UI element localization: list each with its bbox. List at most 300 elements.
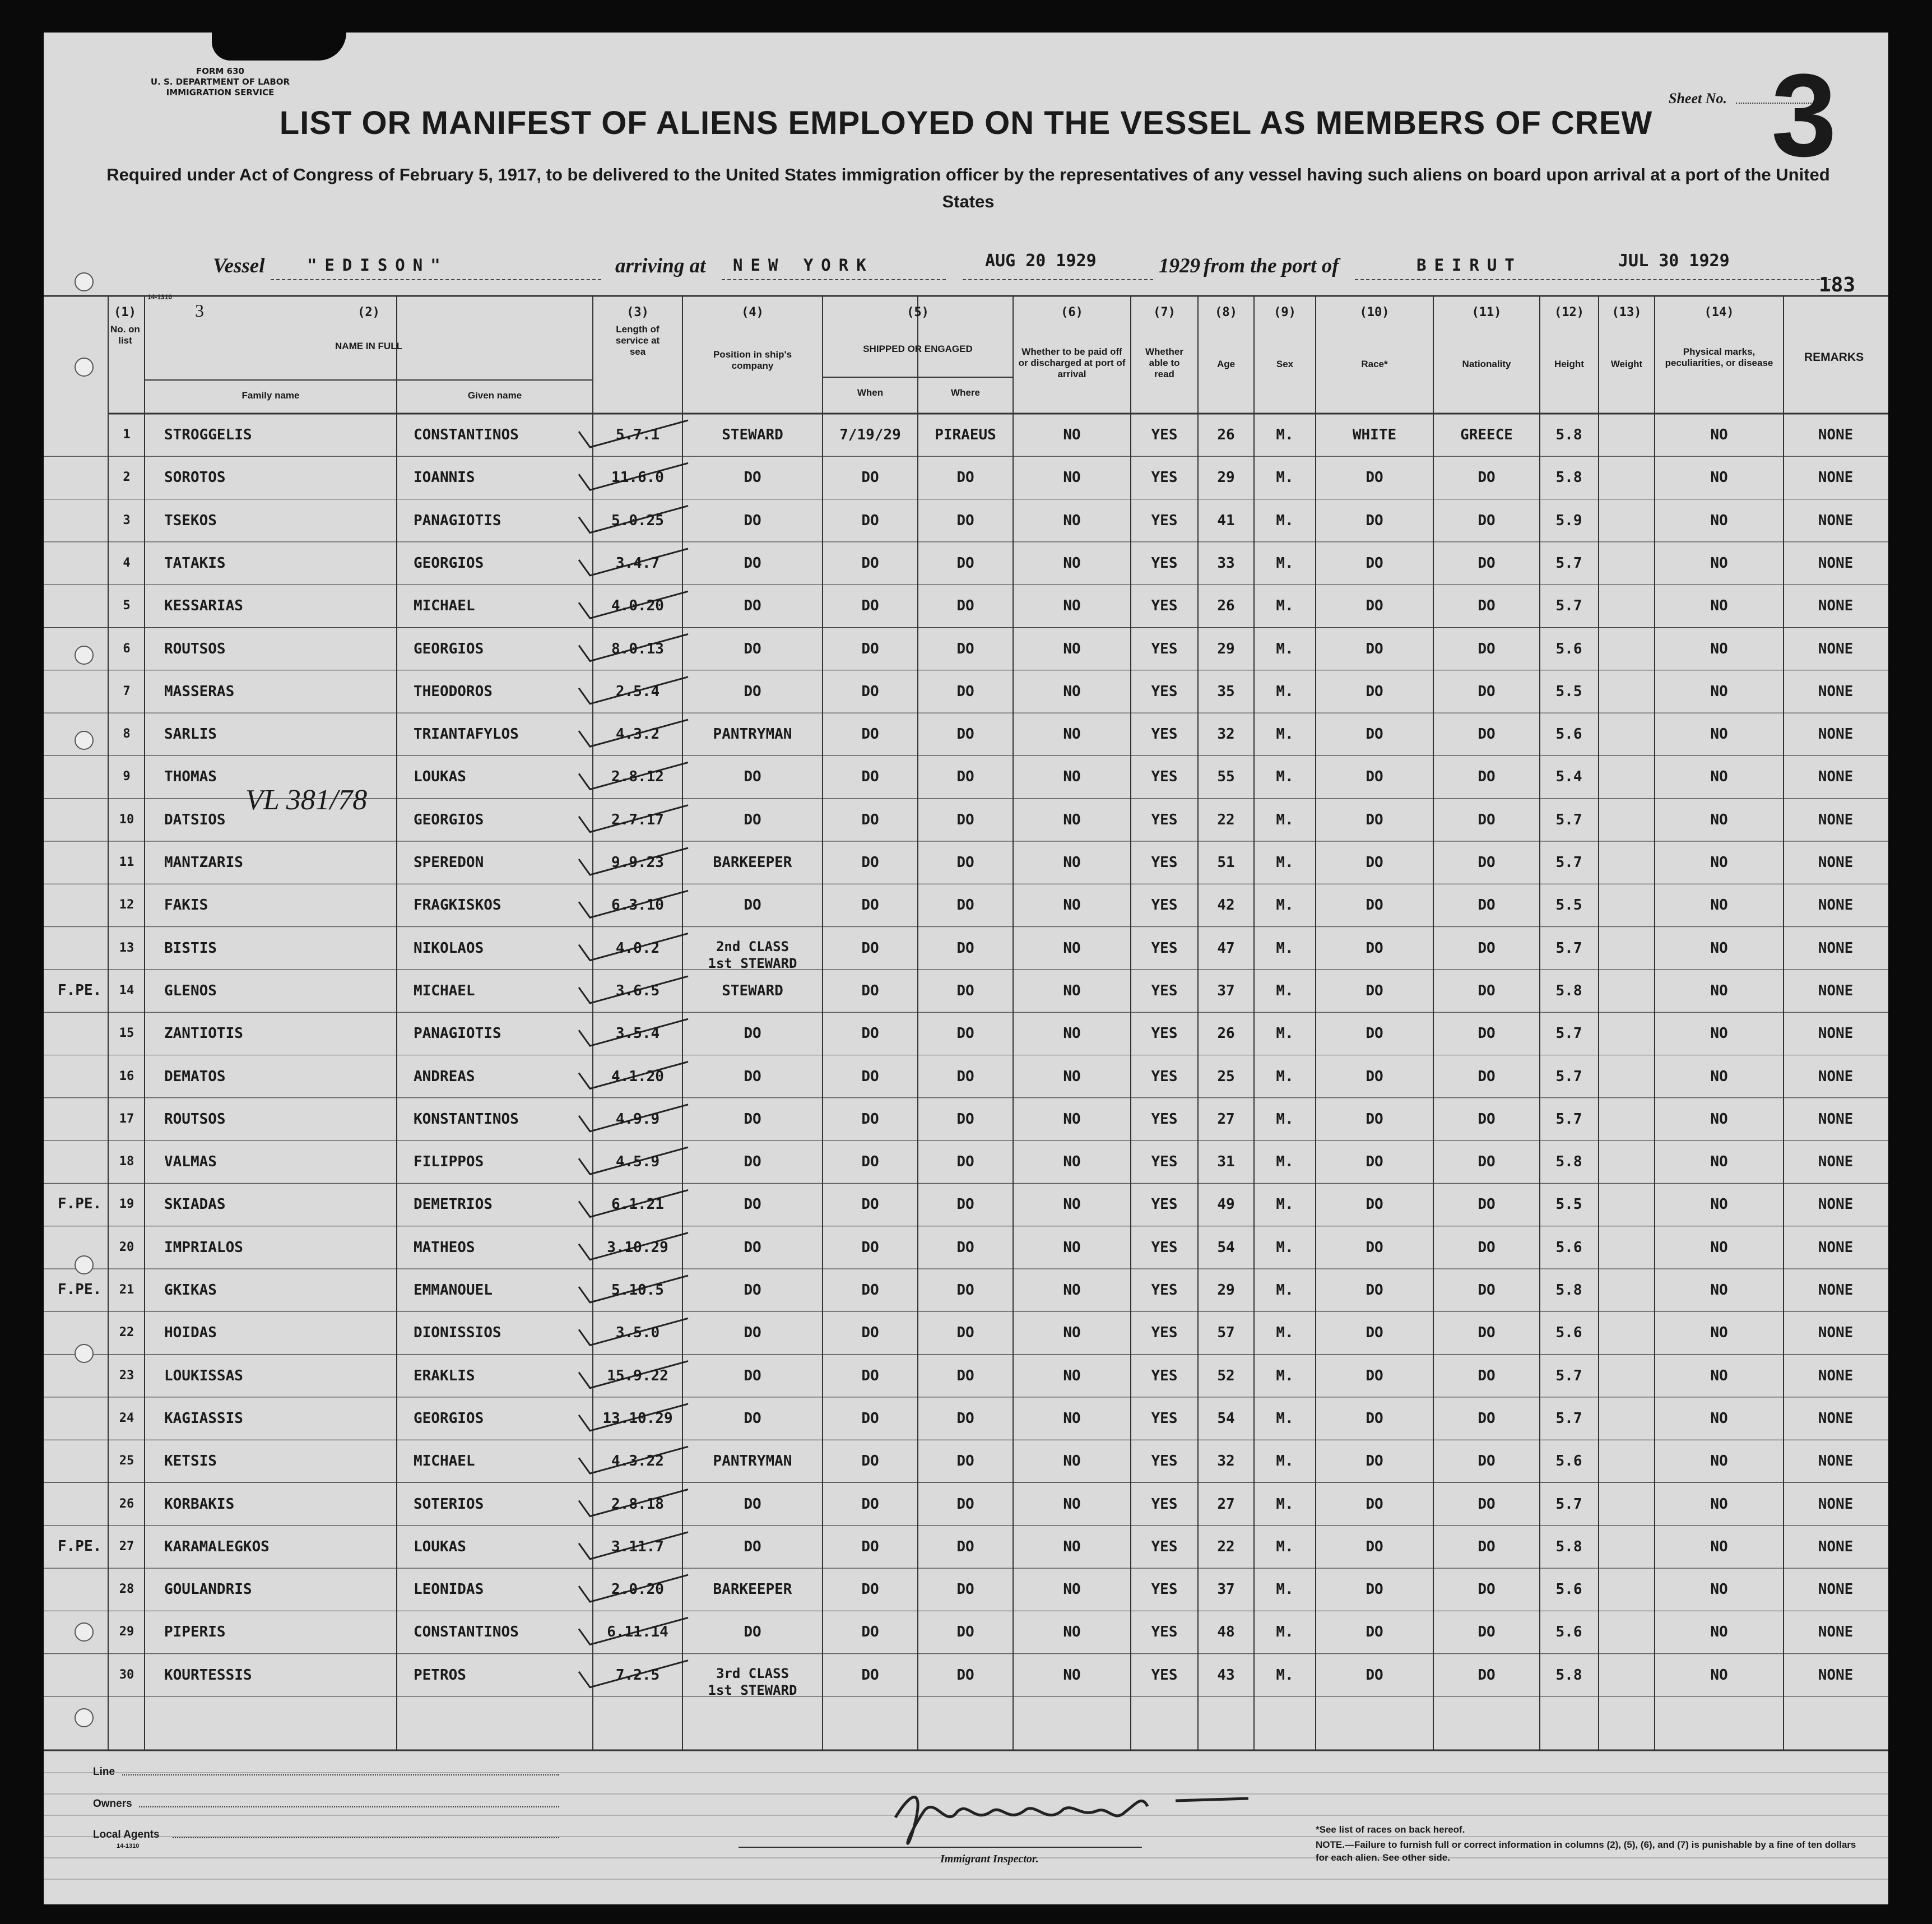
row-18-race: DO — [1366, 1153, 1383, 1171]
row-10-given: GEORGIOS — [414, 811, 484, 828]
row-19-paid: NO — [1063, 1196, 1081, 1213]
row-21-fpe-mark: F.PE. — [58, 1281, 102, 1298]
row-26-no: 26 — [119, 1496, 134, 1511]
col-12-label: Height — [1554, 359, 1584, 369]
page-subtitle: Required under Act of Congress of February 5, 1917, to be delivered to the United States immigration officer by the representatives of any vessel having such aliens on board upon arrival at a port of the United States — [106, 165, 1830, 211]
row-27-paid: NO — [1063, 1538, 1081, 1555]
row-2-position: DO — [744, 469, 761, 486]
row-10-height: 5.7 — [1555, 811, 1582, 828]
row-12-read: YES — [1151, 897, 1178, 914]
row-29-position: DO — [744, 1624, 761, 1641]
arrival-date-stamp: AUG 20 1929 — [985, 251, 1097, 271]
row-7-where: DO — [956, 683, 974, 700]
punch-hole — [75, 1622, 94, 1642]
row-24-height: 5.7 — [1555, 1410, 1582, 1427]
row-1-sex: M. — [1276, 426, 1294, 443]
row-27-when: DO — [861, 1538, 879, 1555]
row-20-remarks: NONE — [1818, 1239, 1854, 1256]
row-20-service: 3.10.29 — [607, 1239, 668, 1256]
row-11-height: 5.7 — [1555, 854, 1582, 871]
row-11-family: MANTZARIS — [164, 854, 243, 871]
col-2-label: NAME IN FULL — [335, 341, 402, 351]
row-26-paid: NO — [1063, 1495, 1081, 1513]
row-2-no: 2 — [123, 470, 131, 485]
row-21-race: DO — [1366, 1282, 1383, 1299]
row-17-paid: NO — [1063, 1110, 1081, 1128]
row-3-age: 41 — [1217, 512, 1235, 529]
row-17-remarks: NONE — [1818, 1110, 1854, 1128]
row-22-height: 5.6 — [1555, 1324, 1582, 1342]
row-5-read: YES — [1151, 597, 1178, 615]
row-14-paid: NO — [1063, 982, 1081, 999]
row-27-race: DO — [1366, 1538, 1383, 1555]
row-25-age: 32 — [1217, 1453, 1235, 1470]
row-1-service: 5.7.1 — [615, 426, 660, 443]
row-13-sex: M. — [1276, 939, 1294, 957]
form-header: FORM 630 U. S. DEPARTMENT OF LABOR IMMIGRATION SERVICE — [150, 66, 290, 98]
row-13-service: 4.0.2 — [615, 939, 660, 957]
row-21-family: GKIKAS — [164, 1282, 217, 1299]
row-18-service: 4.5.9 — [615, 1153, 660, 1171]
row-24-position: DO — [744, 1410, 761, 1427]
row-27-position: DO — [744, 1538, 761, 1555]
row-1-position: STEWARD — [722, 426, 783, 443]
row-16-no: 16 — [119, 1069, 134, 1083]
row-5-paid: NO — [1063, 597, 1081, 615]
col-2-family: Family name — [242, 390, 300, 401]
row-4-service: 3.4.7 — [615, 554, 660, 572]
row-3-read: YES — [1151, 512, 1178, 529]
row-30-height: 5.8 — [1555, 1666, 1582, 1684]
owners-label: Owners — [93, 1798, 132, 1810]
row-27-sex: M. — [1276, 1538, 1294, 1555]
row-29-remarks: NONE — [1818, 1624, 1854, 1641]
row-26-where: DO — [956, 1495, 974, 1513]
row-26-remarks: NONE — [1818, 1495, 1854, 1513]
row-14-read: YES — [1151, 982, 1178, 999]
row-22-given: DIONISSIOS — [414, 1324, 501, 1342]
row-4-where: DO — [956, 554, 974, 572]
row-5-nationality: DO — [1478, 597, 1496, 615]
row-19-when: DO — [861, 1196, 879, 1213]
col-5-number: (5) — [907, 305, 929, 319]
row-28-remarks: NONE — [1818, 1581, 1854, 1598]
row-22-read: YES — [1151, 1324, 1178, 1342]
col-15-label: REMARKS — [1804, 351, 1864, 364]
row-23-race: DO — [1366, 1367, 1383, 1384]
from-port: BEIRUT — [1417, 256, 1522, 275]
row-6-when: DO — [861, 640, 879, 657]
row-30-given: PETROS — [414, 1666, 466, 1684]
row-1-paid: NO — [1063, 426, 1081, 443]
punch-hole — [75, 1708, 94, 1727]
row-22-remarks: NONE — [1818, 1324, 1854, 1342]
row-28-sex: M. — [1276, 1581, 1294, 1598]
row-9-sex: M. — [1276, 768, 1294, 786]
row-21-given: EMMANOUEL — [414, 1282, 493, 1299]
row-16-when: DO — [861, 1068, 879, 1085]
row-24-sex: M. — [1276, 1410, 1294, 1427]
vessel-name: "EDISON" — [307, 256, 448, 275]
row-16-marks: NO — [1710, 1068, 1728, 1085]
row-22-where: DO — [956, 1324, 974, 1342]
row-4-marks: NO — [1710, 554, 1728, 572]
row-28-paid: NO — [1063, 1581, 1081, 1598]
manifest-sheet — [44, 33, 1888, 1904]
col-5-where: Where — [951, 387, 980, 398]
row-25-marks: NO — [1710, 1453, 1728, 1470]
row-10-nationality: DO — [1478, 811, 1496, 828]
row-12-position: DO — [744, 897, 761, 914]
row-13-where: DO — [956, 939, 974, 957]
row-6-where: DO — [956, 640, 974, 657]
row-27-read: YES — [1151, 1538, 1178, 1555]
row-6-nationality: DO — [1478, 640, 1496, 657]
row-25-position: PANTRYMAN — [713, 1453, 792, 1470]
row-28-race: DO — [1366, 1581, 1383, 1598]
row-23-read: YES — [1151, 1367, 1178, 1384]
row-2-remarks: NONE — [1818, 469, 1854, 486]
row-18-remarks: NONE — [1818, 1153, 1854, 1171]
row-4-race: DO — [1366, 554, 1383, 572]
row-16-where: DO — [956, 1068, 974, 1085]
row-5-height: 5.7 — [1555, 597, 1582, 615]
row-14-marks: NO — [1710, 982, 1728, 999]
row-12-age: 42 — [1217, 897, 1235, 914]
row-24-no: 24 — [119, 1411, 134, 1425]
row-11-nationality: DO — [1478, 854, 1496, 871]
row-22-when: DO — [861, 1324, 879, 1342]
row-10-marks: NO — [1710, 811, 1728, 828]
row-27-fpe-mark: F.PE. — [58, 1537, 102, 1555]
vessel-label: Vessel — [213, 254, 265, 277]
row-4-paid: NO — [1063, 554, 1081, 572]
row-3-service: 5.0.25 — [611, 512, 664, 529]
row-4-nationality: DO — [1478, 554, 1496, 572]
row-20-height: 5.6 — [1555, 1239, 1582, 1256]
row-23-no: 23 — [119, 1368, 134, 1383]
row-18-sex: M. — [1276, 1153, 1294, 1171]
row-25-sex: M. — [1276, 1453, 1294, 1470]
row-20-position: DO — [744, 1239, 761, 1256]
row-25-remarks: NONE — [1818, 1453, 1854, 1470]
row-9-marks: NO — [1710, 768, 1728, 786]
row-3-position: DO — [744, 512, 761, 529]
row-15-service: 3.5.4 — [615, 1025, 660, 1042]
row-22-service: 3.5.0 — [615, 1324, 660, 1342]
handwritten-note: VL 381/78 — [245, 784, 368, 816]
row-12-no: 12 — [119, 898, 134, 912]
row-8-nationality: DO — [1478, 726, 1496, 743]
row-12-given: FRAGKISKOS — [414, 897, 501, 914]
row-11-no: 11 — [119, 855, 134, 869]
row-15-age: 26 — [1217, 1025, 1235, 1042]
row-26-family: KORBAKIS — [164, 1495, 235, 1513]
row-24-family: KAGIASSIS — [164, 1410, 243, 1427]
row-19-age: 49 — [1217, 1196, 1235, 1213]
arriving-label: arriving at — [615, 254, 706, 277]
row-21-nationality: DO — [1478, 1282, 1496, 1299]
row-2-paid: NO — [1063, 469, 1081, 486]
row-7-marks: NO — [1710, 683, 1728, 700]
row-23-given: ERAKLIS — [414, 1367, 475, 1384]
row-7-read: YES — [1151, 683, 1178, 700]
row-28-age: 37 — [1217, 1581, 1235, 1598]
row-18-height: 5.8 — [1555, 1153, 1582, 1171]
col-13-label: Weight — [1610, 359, 1643, 369]
row-7-position: DO — [744, 683, 761, 700]
row-11-marks: NO — [1710, 854, 1728, 871]
col-1-number: (1) — [114, 305, 136, 319]
row-12-race: DO — [1366, 897, 1383, 914]
row-8-paid: NO — [1063, 726, 1081, 743]
row-12-sex: M. — [1276, 897, 1294, 914]
row-24-remarks: NONE — [1818, 1410, 1854, 1427]
row-7-nationality: DO — [1478, 683, 1496, 700]
row-10-read: YES — [1151, 811, 1178, 828]
row-23-position: DO — [744, 1367, 761, 1384]
row-8-service: 4.3.2 — [615, 726, 660, 743]
row-29-family: PIPERIS — [164, 1624, 226, 1641]
row-24-service: 13.10.29 — [602, 1410, 673, 1427]
row-26-when: DO — [861, 1495, 879, 1513]
row-17-marks: NO — [1710, 1110, 1728, 1128]
row-8-family: SARLIS — [164, 726, 217, 743]
row-8-marks: NO — [1710, 726, 1728, 743]
row-6-service: 8.0.13 — [611, 640, 664, 657]
row-20-paid: NO — [1063, 1239, 1081, 1256]
row-2-race: DO — [1366, 469, 1383, 486]
col-2-given: Given name — [467, 390, 522, 401]
agents-label: Local Agents — [93, 1829, 160, 1840]
row-17-service: 4.9.9 — [615, 1110, 660, 1128]
row-6-family: ROUTSOS — [164, 640, 226, 657]
row-11-paid: NO — [1063, 854, 1081, 871]
row-14-remarks: NONE — [1818, 982, 1854, 999]
row-19-sex: M. — [1276, 1196, 1294, 1213]
row-21-height: 5.8 — [1555, 1282, 1582, 1299]
row-29-race: DO — [1366, 1624, 1383, 1641]
col-8-number: (8) — [1215, 305, 1237, 319]
row-16-nationality: DO — [1478, 1068, 1496, 1085]
row-11-read: YES — [1151, 854, 1178, 871]
row-13-height: 5.7 — [1555, 939, 1582, 957]
row-26-height: 5.7 — [1555, 1495, 1582, 1513]
from-port-label: from the port of — [1204, 254, 1339, 277]
row-14-age: 37 — [1217, 982, 1235, 999]
row-18-marks: NO — [1710, 1153, 1728, 1171]
row-2-sex: M. — [1276, 469, 1294, 486]
row-22-no: 22 — [119, 1325, 134, 1340]
row-2-when: DO — [861, 469, 879, 486]
row-27-age: 22 — [1217, 1538, 1235, 1555]
row-2-where: DO — [956, 469, 974, 486]
row-2-nationality: DO — [1478, 469, 1496, 486]
row-11-position: BARKEEPER — [713, 854, 792, 871]
row-18-no: 18 — [119, 1155, 134, 1169]
row-26-nationality: DO — [1478, 1495, 1496, 1513]
row-4-read: YES — [1151, 554, 1178, 572]
row-2-marks: NO — [1710, 469, 1728, 486]
row-9-height: 5.4 — [1555, 768, 1582, 786]
row-6-remarks: NONE — [1818, 640, 1854, 657]
row-10-service: 2.7.17 — [611, 811, 664, 828]
row-4-sex: M. — [1276, 554, 1294, 572]
row-6-given: GEORGIOS — [414, 640, 484, 657]
row-3-no: 3 — [123, 513, 131, 527]
row-13-position: 2nd CLASS 1st STEWARD — [708, 938, 797, 971]
races-note: *See list of races on back hereof. — [1316, 1824, 1465, 1835]
row-5-race: DO — [1366, 597, 1383, 615]
punch-hole — [75, 646, 94, 665]
row-15-where: DO — [956, 1025, 974, 1042]
row-29-no: 29 — [119, 1625, 134, 1639]
row-3-remarks: NONE — [1818, 512, 1854, 529]
col-5-when: When — [857, 387, 884, 398]
row-12-paid: NO — [1063, 897, 1081, 914]
row-13-remarks: NONE — [1818, 939, 1854, 957]
row-14-given: MICHAEL — [414, 982, 475, 999]
row-17-when: DO — [861, 1110, 879, 1128]
row-15-paid: NO — [1063, 1025, 1081, 1042]
row-21-paid: NO — [1063, 1282, 1081, 1299]
row-30-race: DO — [1366, 1666, 1383, 1684]
row-6-height: 5.6 — [1555, 640, 1582, 657]
row-13-nationality: DO — [1478, 939, 1496, 957]
row-8-race: DO — [1366, 726, 1383, 743]
col-7-label: Whether able to read — [1145, 346, 1183, 379]
row-30-marks: NO — [1710, 1666, 1728, 1684]
row-18-family: VALMAS — [164, 1153, 217, 1171]
row-1-height: 5.8 — [1555, 426, 1582, 443]
year-suffix: 1929 — [1159, 254, 1200, 277]
row-6-marks: NO — [1710, 640, 1728, 657]
row-19-no: 19 — [119, 1197, 134, 1212]
row-25-race: DO — [1366, 1453, 1383, 1470]
row-30-age: 43 — [1217, 1666, 1235, 1684]
row-5-sex: M. — [1276, 597, 1294, 615]
row-16-height: 5.7 — [1555, 1068, 1582, 1085]
row-27-marks: NO — [1710, 1538, 1728, 1555]
row-7-family: MASSERAS — [164, 683, 235, 700]
row-23-when: DO — [861, 1367, 879, 1384]
row-15-race: DO — [1366, 1025, 1383, 1042]
row-14-fpe-mark: F.PE. — [58, 981, 102, 999]
row-23-height: 5.7 — [1555, 1367, 1582, 1384]
row-5-given: MICHAEL — [414, 597, 475, 615]
col-10-number: (10) — [1359, 305, 1390, 319]
row-16-read: YES — [1151, 1068, 1178, 1085]
row-14-sex: M. — [1276, 982, 1294, 999]
row-25-where: DO — [956, 1453, 974, 1470]
row-1-family: STROGGELIS — [164, 426, 252, 443]
row-29-nationality: DO — [1478, 1624, 1496, 1641]
row-19-marks: NO — [1710, 1196, 1728, 1213]
row-4-remarks: NONE — [1818, 554, 1854, 572]
row-21-read: YES — [1151, 1282, 1178, 1299]
row-11-age: 51 — [1217, 854, 1235, 871]
col-3-number: (3) — [626, 305, 649, 319]
row-11-remarks: NONE — [1818, 854, 1854, 871]
row-3-height: 5.9 — [1555, 512, 1582, 529]
row-22-sex: M. — [1276, 1324, 1294, 1342]
row-4-age: 33 — [1217, 554, 1235, 572]
col-4-label: Position in ship's company — [713, 349, 792, 371]
col-5-label: SHIPPED OR ENGAGED — [863, 344, 973, 354]
row-18-age: 31 — [1217, 1153, 1235, 1171]
col-9-number: (9) — [1274, 305, 1296, 319]
row-25-service: 4.3.22 — [611, 1453, 664, 1470]
row-3-marks: NO — [1710, 512, 1728, 529]
row-10-no: 10 — [119, 812, 134, 827]
row-21-remarks: NONE — [1818, 1282, 1854, 1299]
col-6-label: Whether to be paid off or discharged at port of arrival — [1018, 346, 1126, 379]
row-16-sex: M. — [1276, 1068, 1294, 1085]
col-12-number: (12) — [1554, 305, 1584, 319]
row-7-remarks: NONE — [1818, 683, 1854, 700]
row-8-where: DO — [956, 726, 974, 743]
row-26-race: DO — [1366, 1495, 1383, 1513]
col-6-number: (6) — [1061, 305, 1083, 319]
row-18-nationality: DO — [1478, 1153, 1496, 1171]
row-15-nationality: DO — [1478, 1025, 1496, 1042]
agents-form-number: 14-1310 — [117, 1843, 140, 1849]
row-25-height: 5.6 — [1555, 1453, 1582, 1470]
row-7-when: DO — [861, 683, 879, 700]
row-12-remarks: NONE — [1818, 897, 1854, 914]
row-18-position: DO — [744, 1153, 761, 1171]
row-12-height: 5.5 — [1555, 897, 1582, 914]
row-10-where: DO — [956, 811, 974, 828]
row-23-marks: NO — [1710, 1367, 1728, 1384]
row-10-paid: NO — [1063, 811, 1081, 828]
row-14-where: DO — [956, 982, 974, 999]
row-8-height: 5.6 — [1555, 726, 1582, 743]
row-21-age: 29 — [1217, 1282, 1235, 1299]
row-10-position: DO — [744, 811, 761, 828]
sheet-number-label: Sheet No. — [1669, 90, 1727, 106]
row-16-remarks: NONE — [1818, 1068, 1854, 1085]
row-5-position: DO — [744, 597, 761, 615]
row-16-family: DEMATOS — [164, 1068, 226, 1085]
row-13-age: 47 — [1217, 939, 1235, 957]
row-24-nationality: DO — [1478, 1410, 1496, 1427]
row-19-where: DO — [956, 1196, 974, 1213]
row-6-age: 29 — [1217, 640, 1235, 657]
row-17-given: KONSTANTINOS — [414, 1110, 519, 1128]
line-label: Line — [93, 1766, 115, 1778]
row-15-given: PANAGIOTIS — [414, 1025, 501, 1042]
row-21-service: 5.10.5 — [611, 1282, 664, 1299]
row-13-read: YES — [1151, 939, 1178, 957]
handwritten-list-number: 3 — [195, 300, 204, 321]
page-title: LIST OR MANIFEST OF ALIENS EMPLOYED ON THE VESSEL AS MEMBERS OF CREW — [279, 105, 1653, 141]
row-2-service: 11.6.0 — [611, 469, 664, 486]
row-22-age: 57 — [1217, 1324, 1235, 1342]
row-21-sex: M. — [1276, 1282, 1294, 1299]
row-16-given: ANDREAS — [414, 1068, 475, 1085]
col-13-number: (13) — [1611, 305, 1642, 319]
row-14-service: 3.6.5 — [615, 982, 660, 999]
row-11-given: SPEREDON — [414, 854, 484, 871]
row-15-read: YES — [1151, 1025, 1178, 1042]
row-7-no: 7 — [123, 684, 131, 698]
row-20-family: IMPRIALOS — [164, 1239, 243, 1256]
row-27-family: KARAMALEGKOS — [164, 1538, 270, 1555]
row-13-paid: NO — [1063, 939, 1081, 957]
row-28-height: 5.6 — [1555, 1581, 1582, 1598]
form-small-number: 14-1310 — [147, 293, 173, 301]
